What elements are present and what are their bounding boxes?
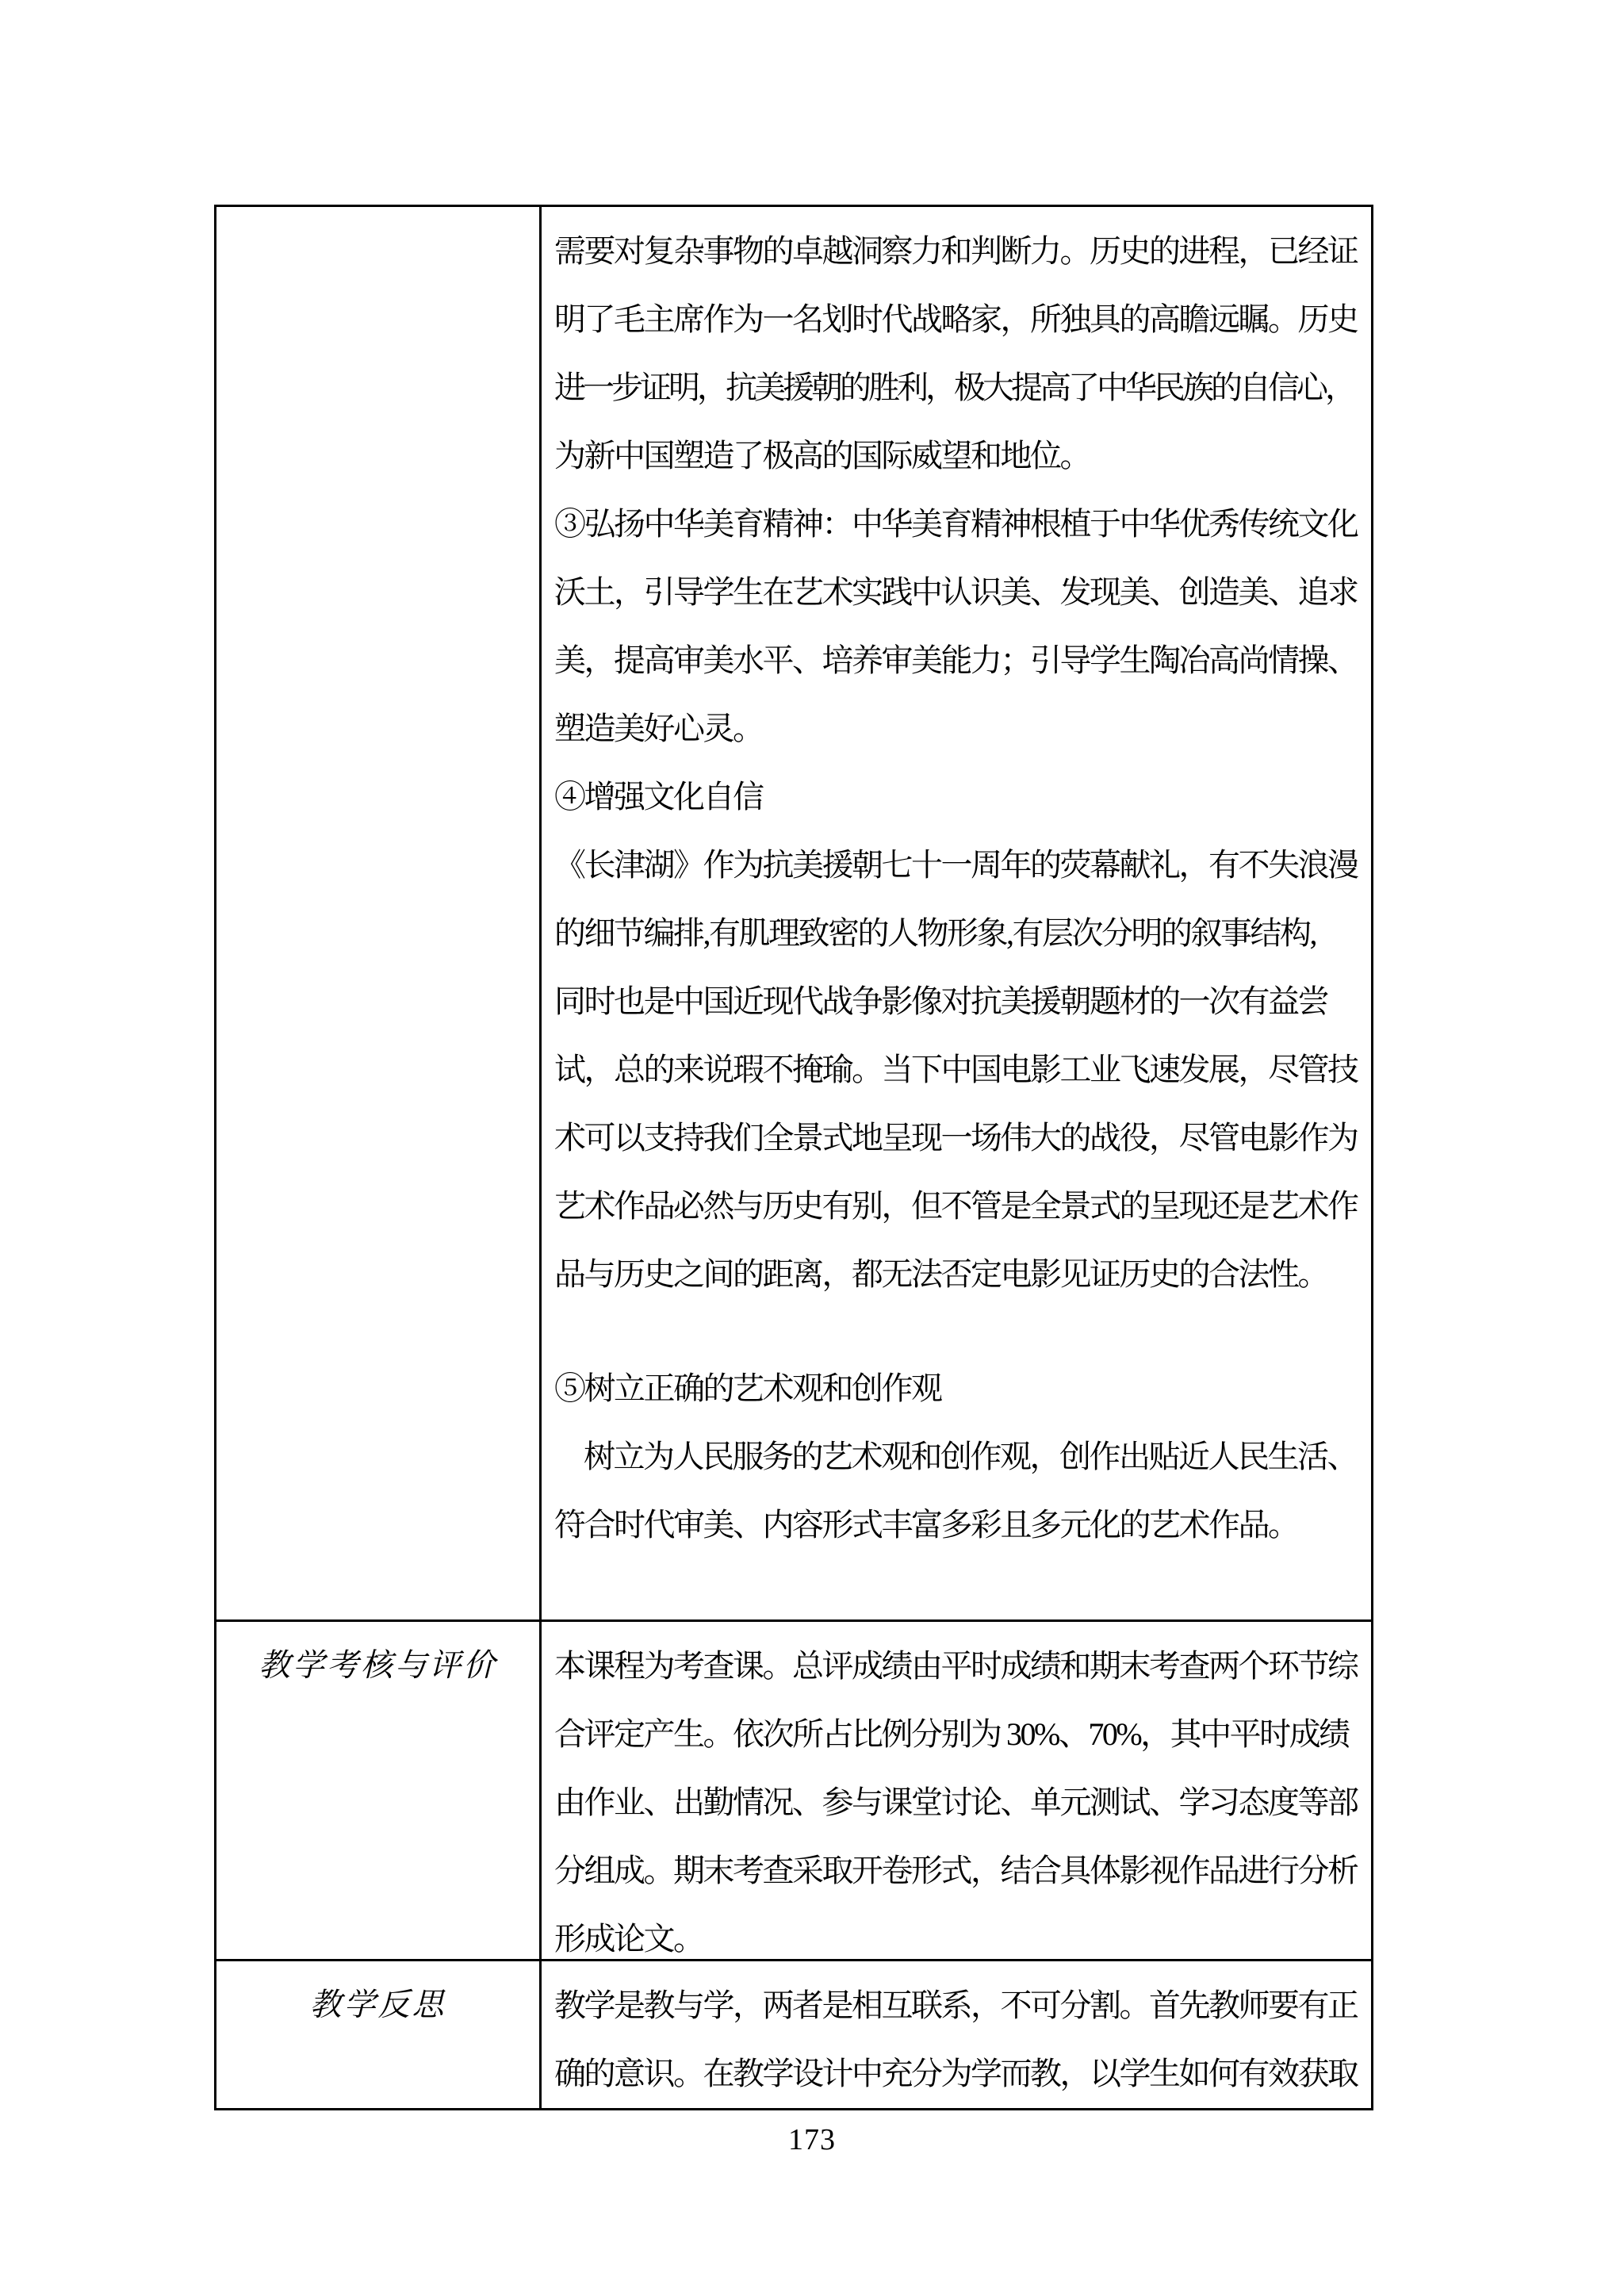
assessment-row-text-cell	[542, 1622, 1371, 1959]
blank-line	[554, 1559, 1360, 1605]
text-line: ③弘扬中华美育精神：中华美育精神根植于中华优秀传统文化	[554, 506, 1358, 542]
table-row-assessment	[216, 1619, 1371, 1959]
text-line: 进一步证明，抗美援朝的胜利，极大提高了中华民族的自信心，	[554, 370, 1354, 405]
text-line: 合评定产生。依次所占比例分别为 30%、70%，其中平时成绩	[554, 1716, 1349, 1752]
content-row-text-cell	[542, 207, 1371, 1619]
text-line: 美，提高审美水平、培养审美能力；引导学生陶冶高尚情操、	[554, 642, 1358, 678]
text-line: 由作业、出勤情况、参与课堂讨论、单元测试、学习态度等部	[554, 1784, 1358, 1820]
reflection-row-text-cell	[542, 1961, 1371, 2108]
lesson-plan-table	[214, 205, 1373, 2110]
text-line: 分组成。期末考查采取开卷形式，结合具体影视作品进行分析	[554, 1853, 1358, 1888]
text-line: 教学是教与学，两者是相互联系，不可分割。首先教师要有正	[554, 1987, 1358, 2023]
text-line: 同时也是中国近现代战争影像对抗美援朝题材的一次有益尝	[554, 983, 1327, 1019]
text-line: 形成论文。	[554, 1921, 703, 1957]
text-line: ⑤树立正确的艺术观和创作观	[554, 1370, 941, 1406]
text-line: 符合时代审美、内容形式丰富多彩且多元化的艺术作品。	[554, 1507, 1298, 1543]
text-line: 需要对复杂事物的卓越洞察力和判断力。历史的进程，已经证	[554, 233, 1358, 269]
text-line: 试，总的来说瑕不掩瑜。当下中国电影工业飞速发展，尽管技	[554, 1052, 1358, 1087]
text-line: 本课程为考查课。总评成绩由平时成绩和期末考查两个环节综	[554, 1648, 1358, 1684]
text-line: 品与历史之间的距离，都无法否定电影见证历史的合法性。	[554, 1256, 1327, 1292]
blank-line	[554, 1309, 1360, 1355]
text-line: 《长津湖》作为抗美援朝七十一周年的荧幕献礼，有不失浪漫	[554, 847, 1358, 883]
text-line: 树立为人民服务的艺术观和创作观，创作出贴近人民生活、	[584, 1439, 1357, 1474]
table-row-reflection	[216, 1959, 1371, 2108]
text-line: 的细节编排,有肌理致密的人物形象,有层次分明的叙事结构,	[554, 915, 1316, 951]
text-line: 沃土，引导学生在艺术实践中认识美、发现美、创造美、追求	[554, 574, 1358, 610]
row-label: 教学反思	[309, 1987, 446, 2022]
text-line: 为新中国塑造了极高的国际威望和地位。	[554, 438, 1090, 473]
row-label: 教学考核与评价	[259, 1647, 497, 1683]
text-line: 术可以支持我们全景式地呈现一场伟大的战役，尽管电影作为	[554, 1120, 1358, 1156]
reflection-row-label-cell	[216, 1961, 542, 2108]
assessment-row-label-cell	[216, 1622, 542, 1959]
text-line: 确的意识。在教学设计中充分为学而教，以学生如何有效获取	[554, 2056, 1358, 2091]
page-number: 173	[788, 2123, 836, 2156]
table-row-content	[216, 207, 1371, 1619]
text-line: ④增强文化自信	[554, 779, 763, 815]
text-line: 塑造美好心灵。	[554, 711, 763, 746]
text-line: 明了毛主席作为一名划时代战略家，所独具的高瞻远瞩。历史	[554, 301, 1358, 337]
text-line: 艺术作品必然与历史有别，但不管是全景式的呈现还是艺术作	[554, 1188, 1358, 1224]
content-row-label-cell	[216, 207, 542, 1619]
